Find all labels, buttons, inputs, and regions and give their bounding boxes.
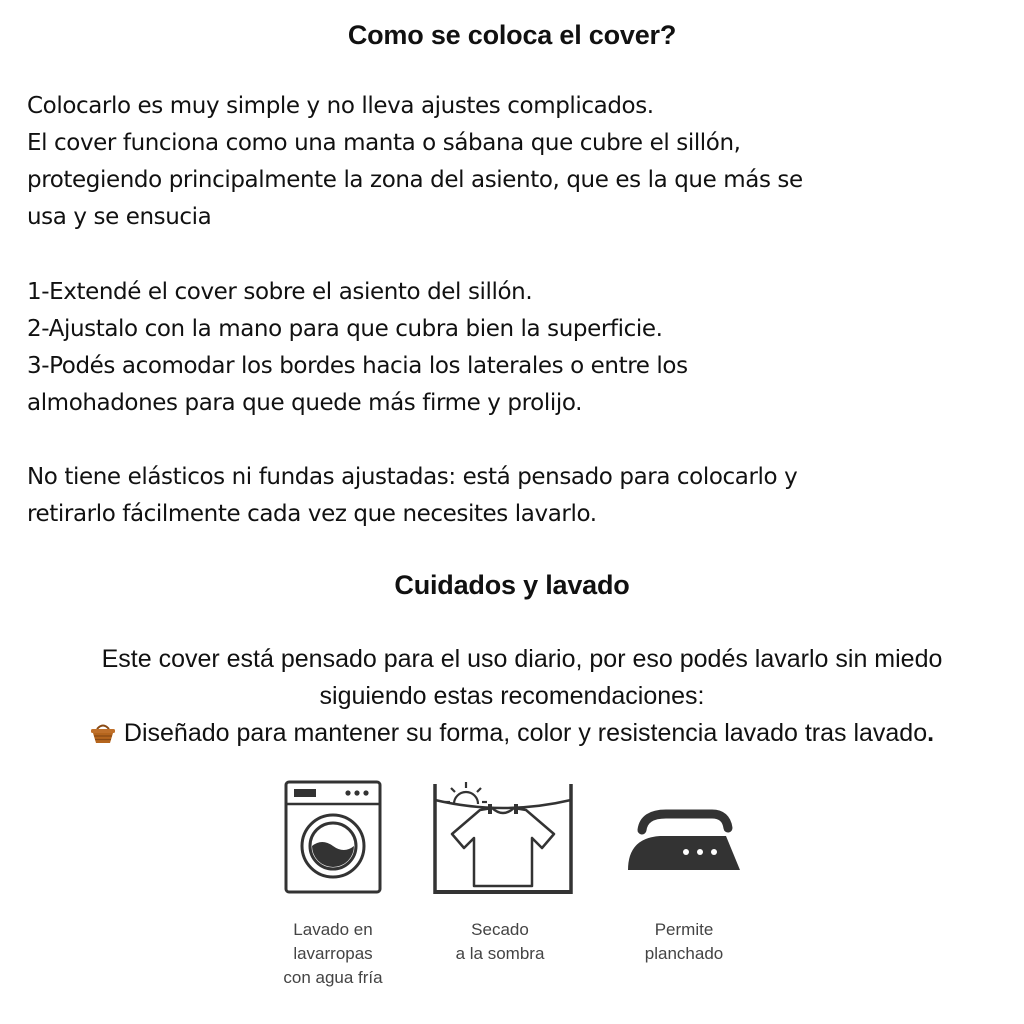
intro-line: Colocarlo es muy simple y no lleva ajustes complicados. <box>27 93 654 119</box>
care-featured-end: . <box>927 719 935 747</box>
caption-line: planchado <box>644 944 724 963</box>
note-paragraph <box>27 459 1002 533</box>
intro-line: El cover funciona como una manta o sábana que cubre el sillón, <box>27 130 741 156</box>
care-paragraph <box>0 641 1024 752</box>
washing-machine-icon <box>284 780 382 894</box>
caption-line: lavarropas <box>293 944 373 963</box>
note-line: retirarlo fácilmente cada vez que necesites lavarlo. <box>27 501 597 527</box>
shade-drying-icon <box>432 778 574 896</box>
intro-line: usa y se ensucia <box>27 204 212 230</box>
caption-ironing <box>616 918 752 966</box>
care-line: Este cover está pensado para el uso diario, por eso podés lavarlo sin miedo <box>101 645 943 673</box>
section-title-placement: Como se coloca el cover? <box>347 20 677 50</box>
caption-line: a la sombra <box>455 944 545 963</box>
intro-line: protegiendo principalmente la zona del asiento, que es la que más se <box>27 167 803 193</box>
step-item: almohadones para que quede más firme y prolijo. <box>27 390 582 416</box>
caption-washing <box>262 918 404 990</box>
care-line-featured <box>0 715 1024 752</box>
care-featured-text: Diseñado para mantener su forma, color y resistencia lavado tras lavado <box>123 719 928 747</box>
caption-drying <box>432 918 568 966</box>
caption-line: con agua fría <box>283 968 383 987</box>
steps-list <box>27 274 1002 422</box>
caption-line: Permite <box>654 920 714 939</box>
note-line: No tiene elásticos ni fundas ajustadas: está pensado para colocarlo y <box>27 464 798 490</box>
step-item: 2-Ajustalo con la mano para que cubra bien la superficie. <box>27 316 663 342</box>
step-item: 3-Podés acomodar los bordes hacia los laterales o entre los <box>27 353 688 379</box>
caption-line: Secado <box>471 920 529 939</box>
step-item: 1-Extendé el cover sobre el asiento del sillón. <box>27 279 533 305</box>
basket-icon <box>90 722 116 744</box>
intro-paragraph <box>27 88 1002 236</box>
iron-icon <box>626 808 742 888</box>
care-line: siguiendo estas recomendaciones: <box>319 682 705 710</box>
section-title-care: Cuidados y lavado <box>394 570 630 600</box>
caption-line: Lavado en <box>293 920 373 939</box>
